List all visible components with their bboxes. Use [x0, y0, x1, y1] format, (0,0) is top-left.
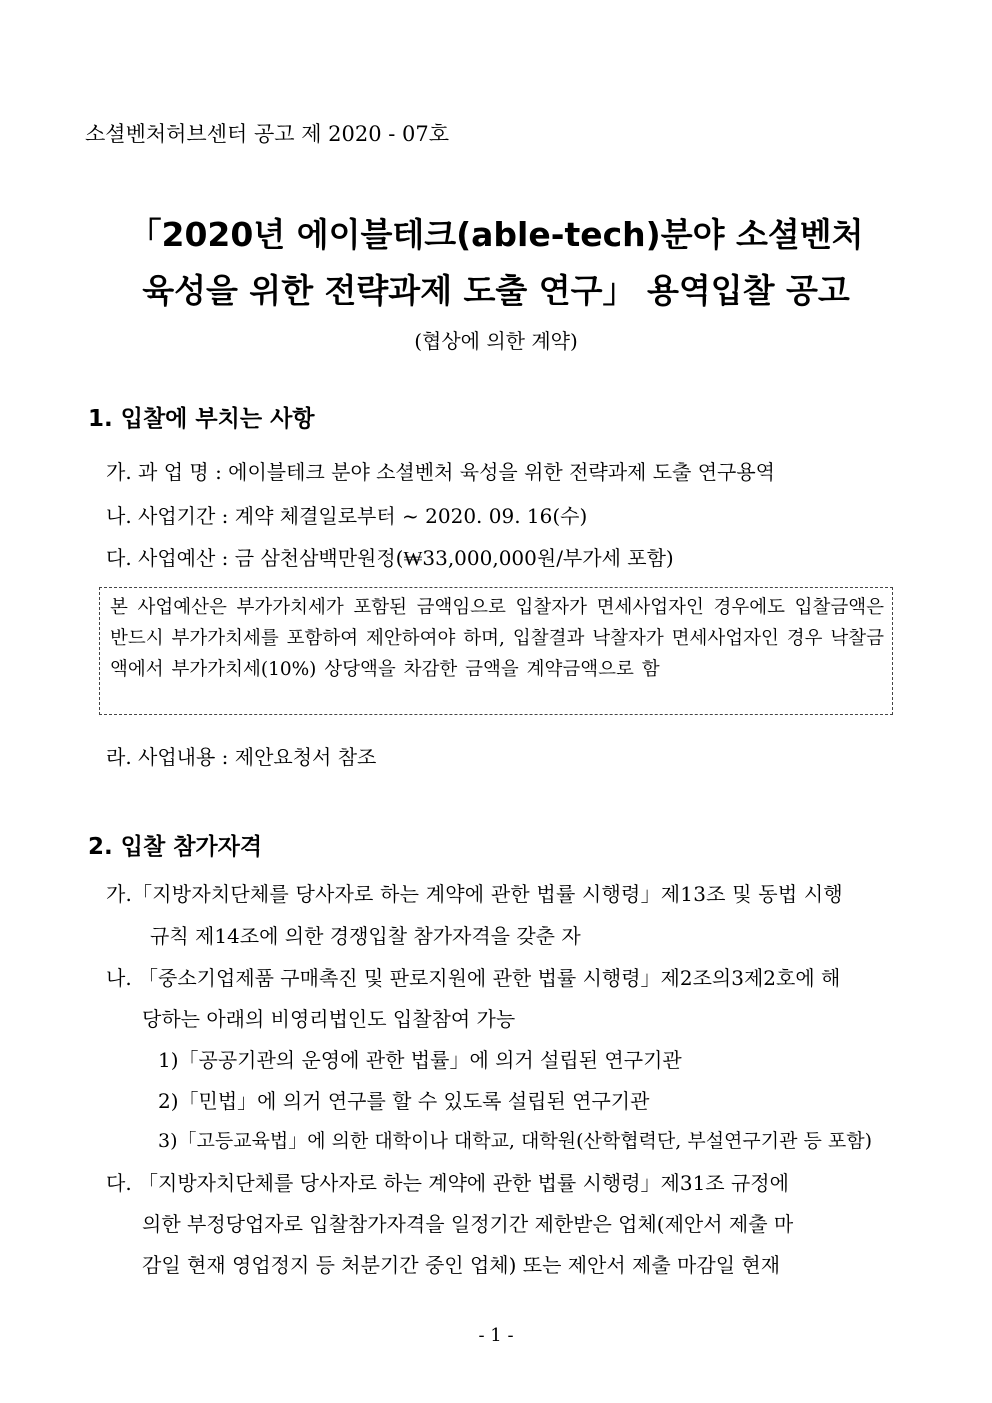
section-2-item-ga-line1: 가.「지방자치단체를 당사자로 하는 계약에 관한 법률 시행령」제13조 및 동법 시행 — [106, 882, 843, 906]
notice-number: 소셜벤처허브센터 공고 제 2020 - 07호 — [85, 122, 450, 146]
section-1-heading: 1. 입찰에 부치는 사항 — [88, 406, 315, 432]
section-2-item-da-line3: 감일 현재 영업정지 등 처분기간 중인 업체) 또는 제안서 제출 마감일 현재 — [142, 1253, 781, 1277]
section-2-sub-item-3: 3)「고등교육법」에 의한 대학이나 대학교, 대학원(산학협력단, 부설연구기관 등 포함) — [158, 1130, 873, 1152]
document-title-line1: 「2020년 에이블테크(able-tech)분야 소셜벤처 — [128, 215, 864, 254]
section-1-item-na: 나. 사업기간 : 계약 체결일로부터 ~ 2020. 09. 16(수) — [106, 504, 588, 528]
section-2-item-na-line2: 당하는 아래의 비영리법인도 입찰참여 가능 — [142, 1007, 516, 1031]
section-2-sub-item-2: 2)「민법」에 의거 연구를 할 수 있도록 설립된 연구기관 — [158, 1089, 650, 1113]
section-1-item-da: 다. 사업예산 : 금 삼천삼백만원정(₩33,000,000원/부가세 포함) — [106, 546, 674, 570]
section-2-item-na-line1: 나. 「중소기업제품 구매촉진 및 판로지원에 관한 법률 시행령」제2조의3제2호에 해 — [106, 966, 841, 990]
section-2-item-da-line1: 다. 「지방자치단체를 당사자로 하는 계약에 관한 법률 시행령」제31조 규정에 — [106, 1171, 789, 1195]
budget-note-box — [99, 587, 893, 715]
section-2-item-da-line2: 의한 부정당업자로 입찰참가자격을 일정기간 제한받은 업체(제안서 제출 마 — [142, 1212, 794, 1236]
document-title-line2: 육성을 위한 전략과제 도출 연구」 용역입찰 공고 — [142, 271, 850, 310]
section-2-item-ga-line2: 규칙 제14조에 의한 경쟁입찰 참가자격을 갖춘 자 — [150, 924, 581, 948]
page-number: - 1 - — [478, 1325, 514, 1346]
document-subtitle: (협상에 의한 계약) — [414, 329, 578, 353]
section-1-item-ra: 라. 사업내용 : 제안요청서 참조 — [106, 745, 377, 769]
budget-note-text: 본 사업예산은 부가가치세가 포함된 금액임으로 입찰자가 면세사업자인 경우에도 입찰금액은 반드시 부가가치세를 포함하여 제안하여야 하며, 입찰결과 낙찰자가 면세사업자인 경우 낙찰금액에서 부가가치세(10%) 상당액을 차감한 금액을 계약금액으로 함 — [110, 597, 884, 680]
section-1-item-ga: 가. 과 업 명 : 에이블테크 분야 소셜벤처 육성을 위한 전략과제 도출 연구용역 — [106, 460, 775, 484]
section-2-heading: 2. 입찰 참가자격 — [88, 834, 263, 860]
section-2-sub-item-1: 1)「공공기관의 운영에 관한 법률」에 의거 설립된 연구기관 — [158, 1048, 682, 1072]
